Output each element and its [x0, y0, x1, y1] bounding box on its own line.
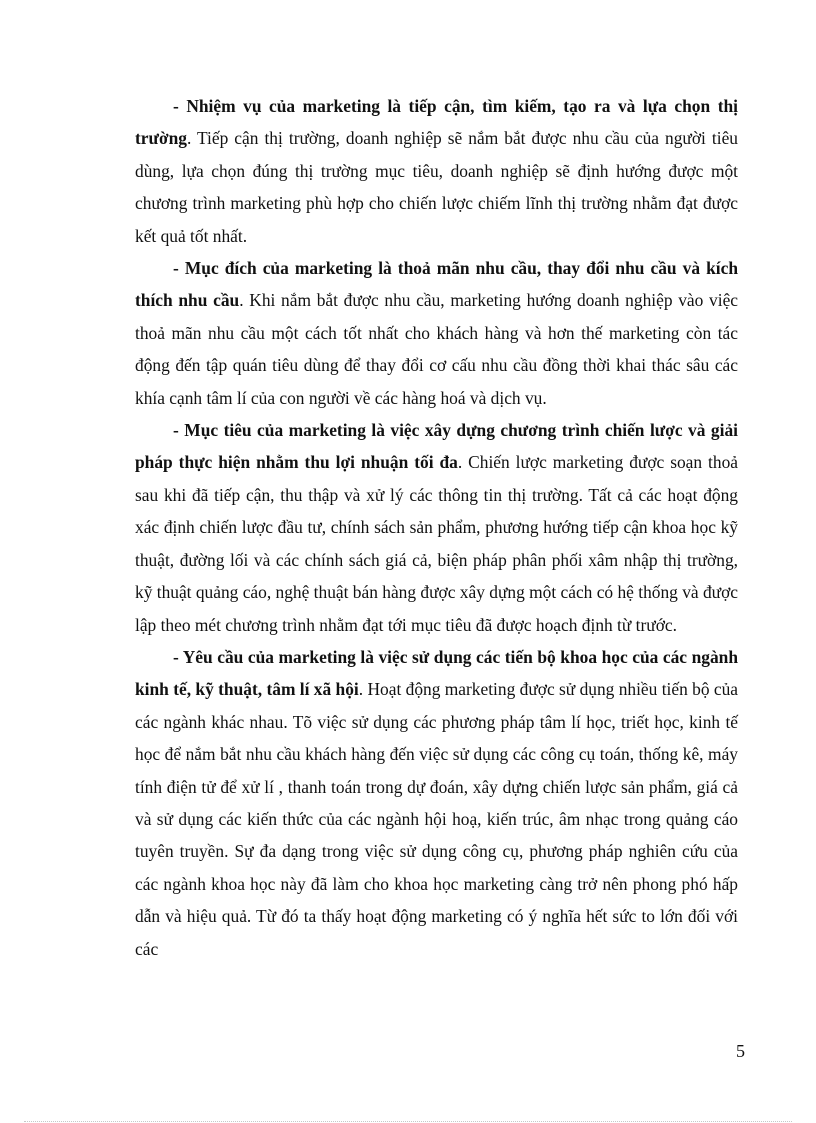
paragraph-marketing-task	[135, 90, 738, 252]
paragraph-heading: - Yêu cầu của marketing là việc sử dụng các tiến bộ khoa học của các ngành kinh tế, kỹ thuật, tâm lí xã hội	[135, 646, 738, 700]
paragraph-heading: - Nhiệm vụ của marketing là tiếp cận, tìm kiếm, tạo ra và lựa chọn thị trường	[135, 96, 738, 149]
paragraph-marketing-purpose	[135, 252, 738, 414]
paragraph-marketing-requirement	[135, 641, 738, 965]
paragraph-marketing-objective	[135, 414, 738, 641]
paragraph-heading: - Mục đích của marketing là thoả mãn nhu cầu, thay đổi nhu cầu và kích thích nhu cầu	[135, 258, 738, 311]
paragraph-heading: - Mục tiêu của marketing là việc xây dựng chương trình chiến lược và giải pháp thực hiện nhằm thu lợi nhuận tối đa	[135, 420, 738, 473]
paragraph-body: . Tiếp cận thị trường, doanh nghiệp sẽ nắm bắt được nhu cầu của người tiêu dùng, lựa chọn đúng thị trường mục tiêu, doanh nghiệp sẽ định hướng được một chương trình marketing phù hợp cho chiến lược chiếm lĩnh thị trường nhằm đạt được kết quả tốt nhất.	[135, 128, 738, 246]
page-bottom-divider	[24, 1121, 792, 1122]
page-content	[135, 90, 738, 965]
paragraph-body: . Khi nắm bắt được nhu cầu, marketing hướng doanh nghiệp vào việc thoả mãn nhu cầu một cách tốt nhất cho khách hàng và hơn thế marketing còn tác động đến tập quán tiêu dùng để thay đổi cơ cấu nhu cầu đồng thời khai thác sâu các khía cạnh tâm lí của con người về các hàng hoá và dịch vụ.	[135, 290, 739, 408]
paragraph-body: . Hoạt động marketing được sử dụng nhiều tiến bộ của các ngành khác nhau. Tõ việc sử dụng các phương pháp tâm lí học, triết học, kinh tế học để nắm bắt nhu cầu khách hàng đến việc sử dụng các công cụ toán, thống kê, máy tính điện tử để xử lí , thanh toán trong dự đoán, xây dựng chiến lược sản phẩm, giá cả và sử dụng các kiến thức của các ngành hội hoạ, kiến trúc, âm nhạc trong quảng cáo tuyên truyền. Sự đa dạng trong việc sử dụng công cụ, phương pháp nghiên cứu của các ngành khoa học này đã làm cho khoa học marketing càng trở nên phong phó hấp dẫn và hiệu quả. Từ đó ta thấy hoạt động marketing có ý nghĩa hết sức to lớn đối với các	[135, 679, 739, 959]
paragraph-body: . Chiến lược marketing được soạn thoả sau khi đã tiếp cận, thu thập và xử lý các thông tin thị trường. Tất cả các hoạt động xác định chiến lược đầu tư, chính sách sản phẩm, phương hướng tiếp cận khoa học kỹ thuật, đường lối và các chính sách giá cả, biện pháp phân phối xâm nhập thị trường, kỹ thuật quảng cáo, nghệ thuật bán hàng được xây dựng một cách có hệ thống và được lập theo mét chương trình nhằm đạt tới mục tiêu đã được hoạch định từ trước.	[135, 452, 738, 635]
page-number: 5	[736, 1041, 745, 1061]
